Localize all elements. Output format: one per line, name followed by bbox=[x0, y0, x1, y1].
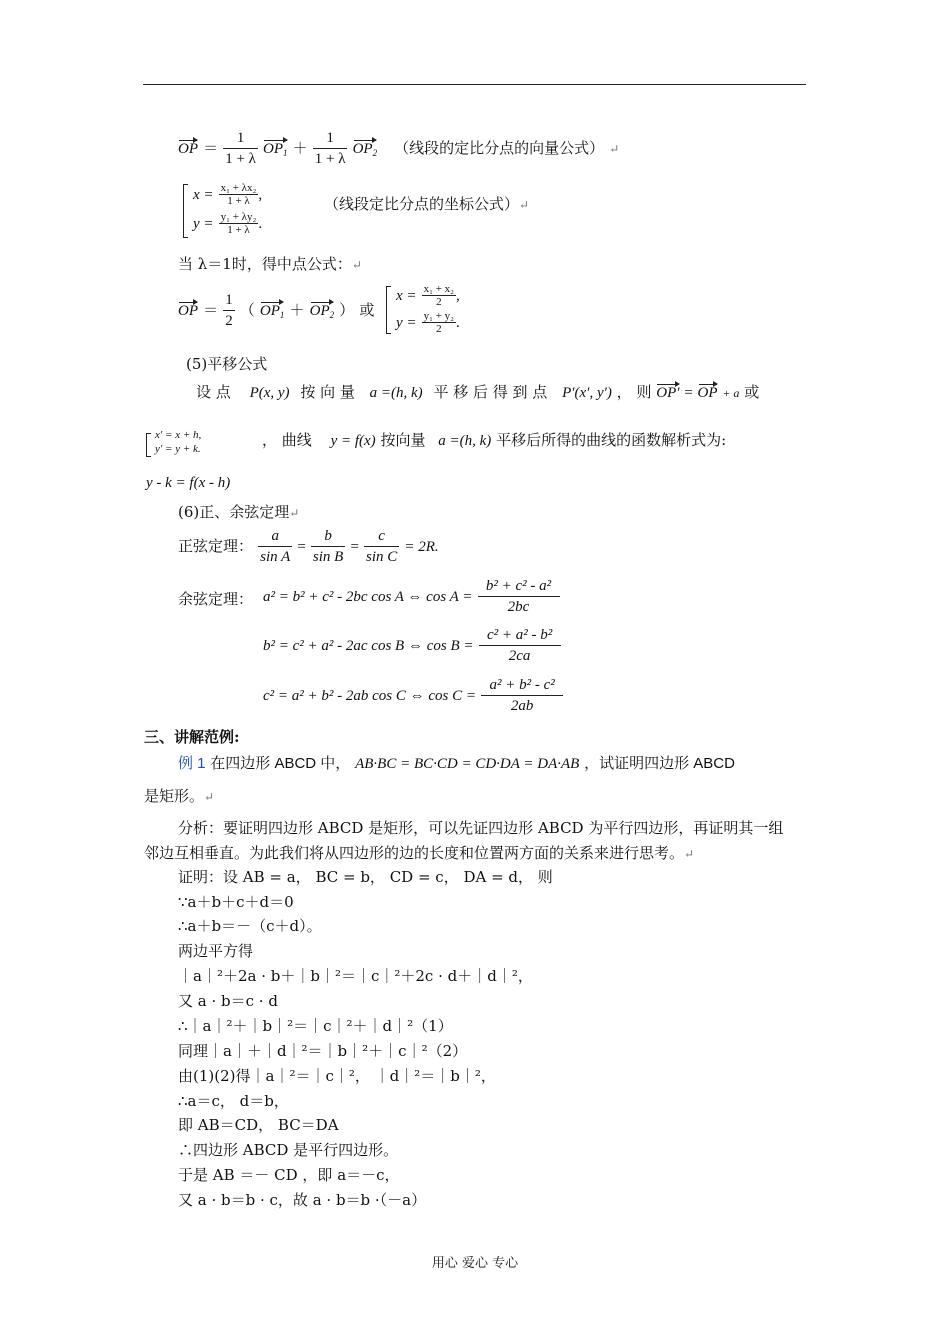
section-heading: (6)正、余弦定理↵ bbox=[178, 503, 300, 521]
left-brace bbox=[386, 286, 391, 334]
fraction: $\frac{1}{1 + \lambda}$ bbox=[225, 130, 256, 167]
sine-law: 正弦定理： $\frac{a}{\text{sin A}}$ = $\frac{b}{\text{sin B}}$ = $\frac{c}{\text{sin C}}$ = 2R. bbox=[178, 528, 439, 565]
midpoint-intro: 当 λ＝1时，得中点公式：↵ bbox=[178, 255, 362, 273]
translation-result: y - k = f(x - h) bbox=[146, 475, 231, 491]
proof-line: 由(1)(2)得｜a｜²＝｜c｜²， ｜d｜²＝｜b｜²， bbox=[178, 1067, 496, 1085]
section-heading: (5)平移公式 bbox=[186, 355, 268, 373]
vector-op1: $OP_1$ bbox=[263, 135, 288, 158]
proof-line: 证明：设 AB = a， BC = b， CD = c， DA = d， 则 bbox=[178, 868, 553, 886]
translation-system-y: y′ = y + k. bbox=[155, 443, 201, 455]
example-1-line-1: 例 1 在四边形 ABCD 中， AB·BC = BC·CD = CD·DA = DA·AB ，试证明四边形 ABCD bbox=[178, 755, 735, 772]
midpoint-coord-x: x = $\frac{\text{x₁ + x₂}}{2}$ , bbox=[396, 283, 460, 308]
translation-line-1: 设 点 P(x, y) 按 向 量 a =(h, k) 平 移 后 得 到 点 P′(x′, y′) ， 则 OP′ = OP + a 或 bbox=[196, 379, 808, 402]
section-ratio-vector-formula: OP ＝ $\frac{1}{1 + \lambda}$ $OP_1$ ＋ $\frac{1}{1 + \lambda}$ $OP_2$ （线段的定比分点的向量公式） ↵ bbox=[178, 130, 620, 167]
proof-line: ｜a｜²＋2a · b＋｜b｜²＝｜c｜²＋2c · d＋｜d｜²， bbox=[178, 967, 533, 985]
proof-line: ∴四边形 ABCD 是平行四边形。 bbox=[178, 1141, 399, 1159]
proof-line: ∵a＋b＋c＋d＝0 bbox=[178, 893, 294, 911]
fraction: $\frac{1}{1 + \lambda}$ bbox=[314, 130, 346, 167]
left-brace bbox=[146, 433, 151, 457]
translation-system-x: x′ = x + h, bbox=[155, 429, 202, 441]
example-1-line-2: 是矩形。↵ bbox=[144, 787, 215, 805]
proof-line: 两边平方得 bbox=[178, 942, 254, 960]
cosine-label: 余弦定理： bbox=[178, 590, 254, 608]
analysis-line-1: 分析：要证明四边形 ABCD 是矩形，可以先证四边形 ABCD 为平行四边形，再证明其一组 bbox=[178, 819, 784, 837]
proof-line: 又 a · b＝b · c，故 a · b＝b ·（－a） bbox=[178, 1191, 427, 1209]
analysis-line-2: 邻边互相垂直。为此我们将从四边形的边的长度和位置两方面的关系来进行思考。↵ bbox=[144, 844, 695, 862]
coord-formula-y: y = $\frac{\text{y₁ + λy₂}}{1 + \lambda}$ . bbox=[193, 211, 263, 236]
proof-line: 同理｜a｜＋｜d｜²＝｜b｜²＋｜c｜²（2） bbox=[178, 1042, 468, 1060]
proof-line: 于是 AB ＝－ CD ，即 a＝－c， bbox=[178, 1166, 400, 1184]
proof-line: 即 AB＝CD， BC＝DA bbox=[178, 1116, 339, 1134]
proof-line: ∴｜a｜²＋｜b｜²＝｜c｜²＋｜d｜²（1） bbox=[178, 1017, 453, 1035]
header-rule bbox=[143, 84, 806, 85]
cosine-law-2: b² = c² + a² - 2ac cos B ⇔ cos B = $\frac{\text{c² + a² - b²}}{2ca}$ bbox=[263, 625, 561, 666]
midpoint-vector-formula: OP ＝ $\frac{1}{2}$ （ $OP_1 + OP_2$ ） 或 bbox=[178, 292, 375, 329]
coord-formula-x: x = $\frac{\text{x₁ + λx₂}}{1 + \lambda}$ , bbox=[193, 182, 263, 207]
examples-heading: 三、讲解范例: bbox=[144, 728, 240, 746]
cosine-law-1: a² = b² + c² - 2bc cos A ⇔ cos A = $\frac{\text{b² + c² - a²}}{2bc}$ bbox=[263, 576, 560, 617]
midpoint-coord-y: y = $\frac{\text{y₁ + y₂}}{2}$ . bbox=[396, 310, 460, 335]
proof-line: 又 a · b＝c · d bbox=[178, 992, 278, 1010]
left-brace bbox=[183, 184, 188, 238]
example-label: 例 1 bbox=[178, 755, 206, 772]
vector-op: OP bbox=[178, 135, 198, 158]
formula-note: （线段的定比分点的向量公式） bbox=[394, 139, 605, 157]
page-footer: 用心 爱心 专心 bbox=[431, 1256, 519, 1271]
formula-note: （线段定比分点的坐标公式）↵ bbox=[324, 195, 530, 213]
vector-op2: $OP_2$ bbox=[353, 135, 378, 158]
translation-line-2: ， 曲线 y = f(x) 按向量 a =(h, k) 平移后所得的曲线的函数解析式为: bbox=[262, 431, 727, 449]
proof-line: ∴a＋b＝－（c＋d）。 bbox=[178, 917, 322, 935]
cosine-law-3: c² = a² + b² - 2ab cos C ⇔ cos C = $\frac{\text{a² + b² - c²}}{2ab}$ bbox=[263, 675, 563, 716]
proof-line: ∴a＝c， d＝b， bbox=[178, 1092, 289, 1110]
